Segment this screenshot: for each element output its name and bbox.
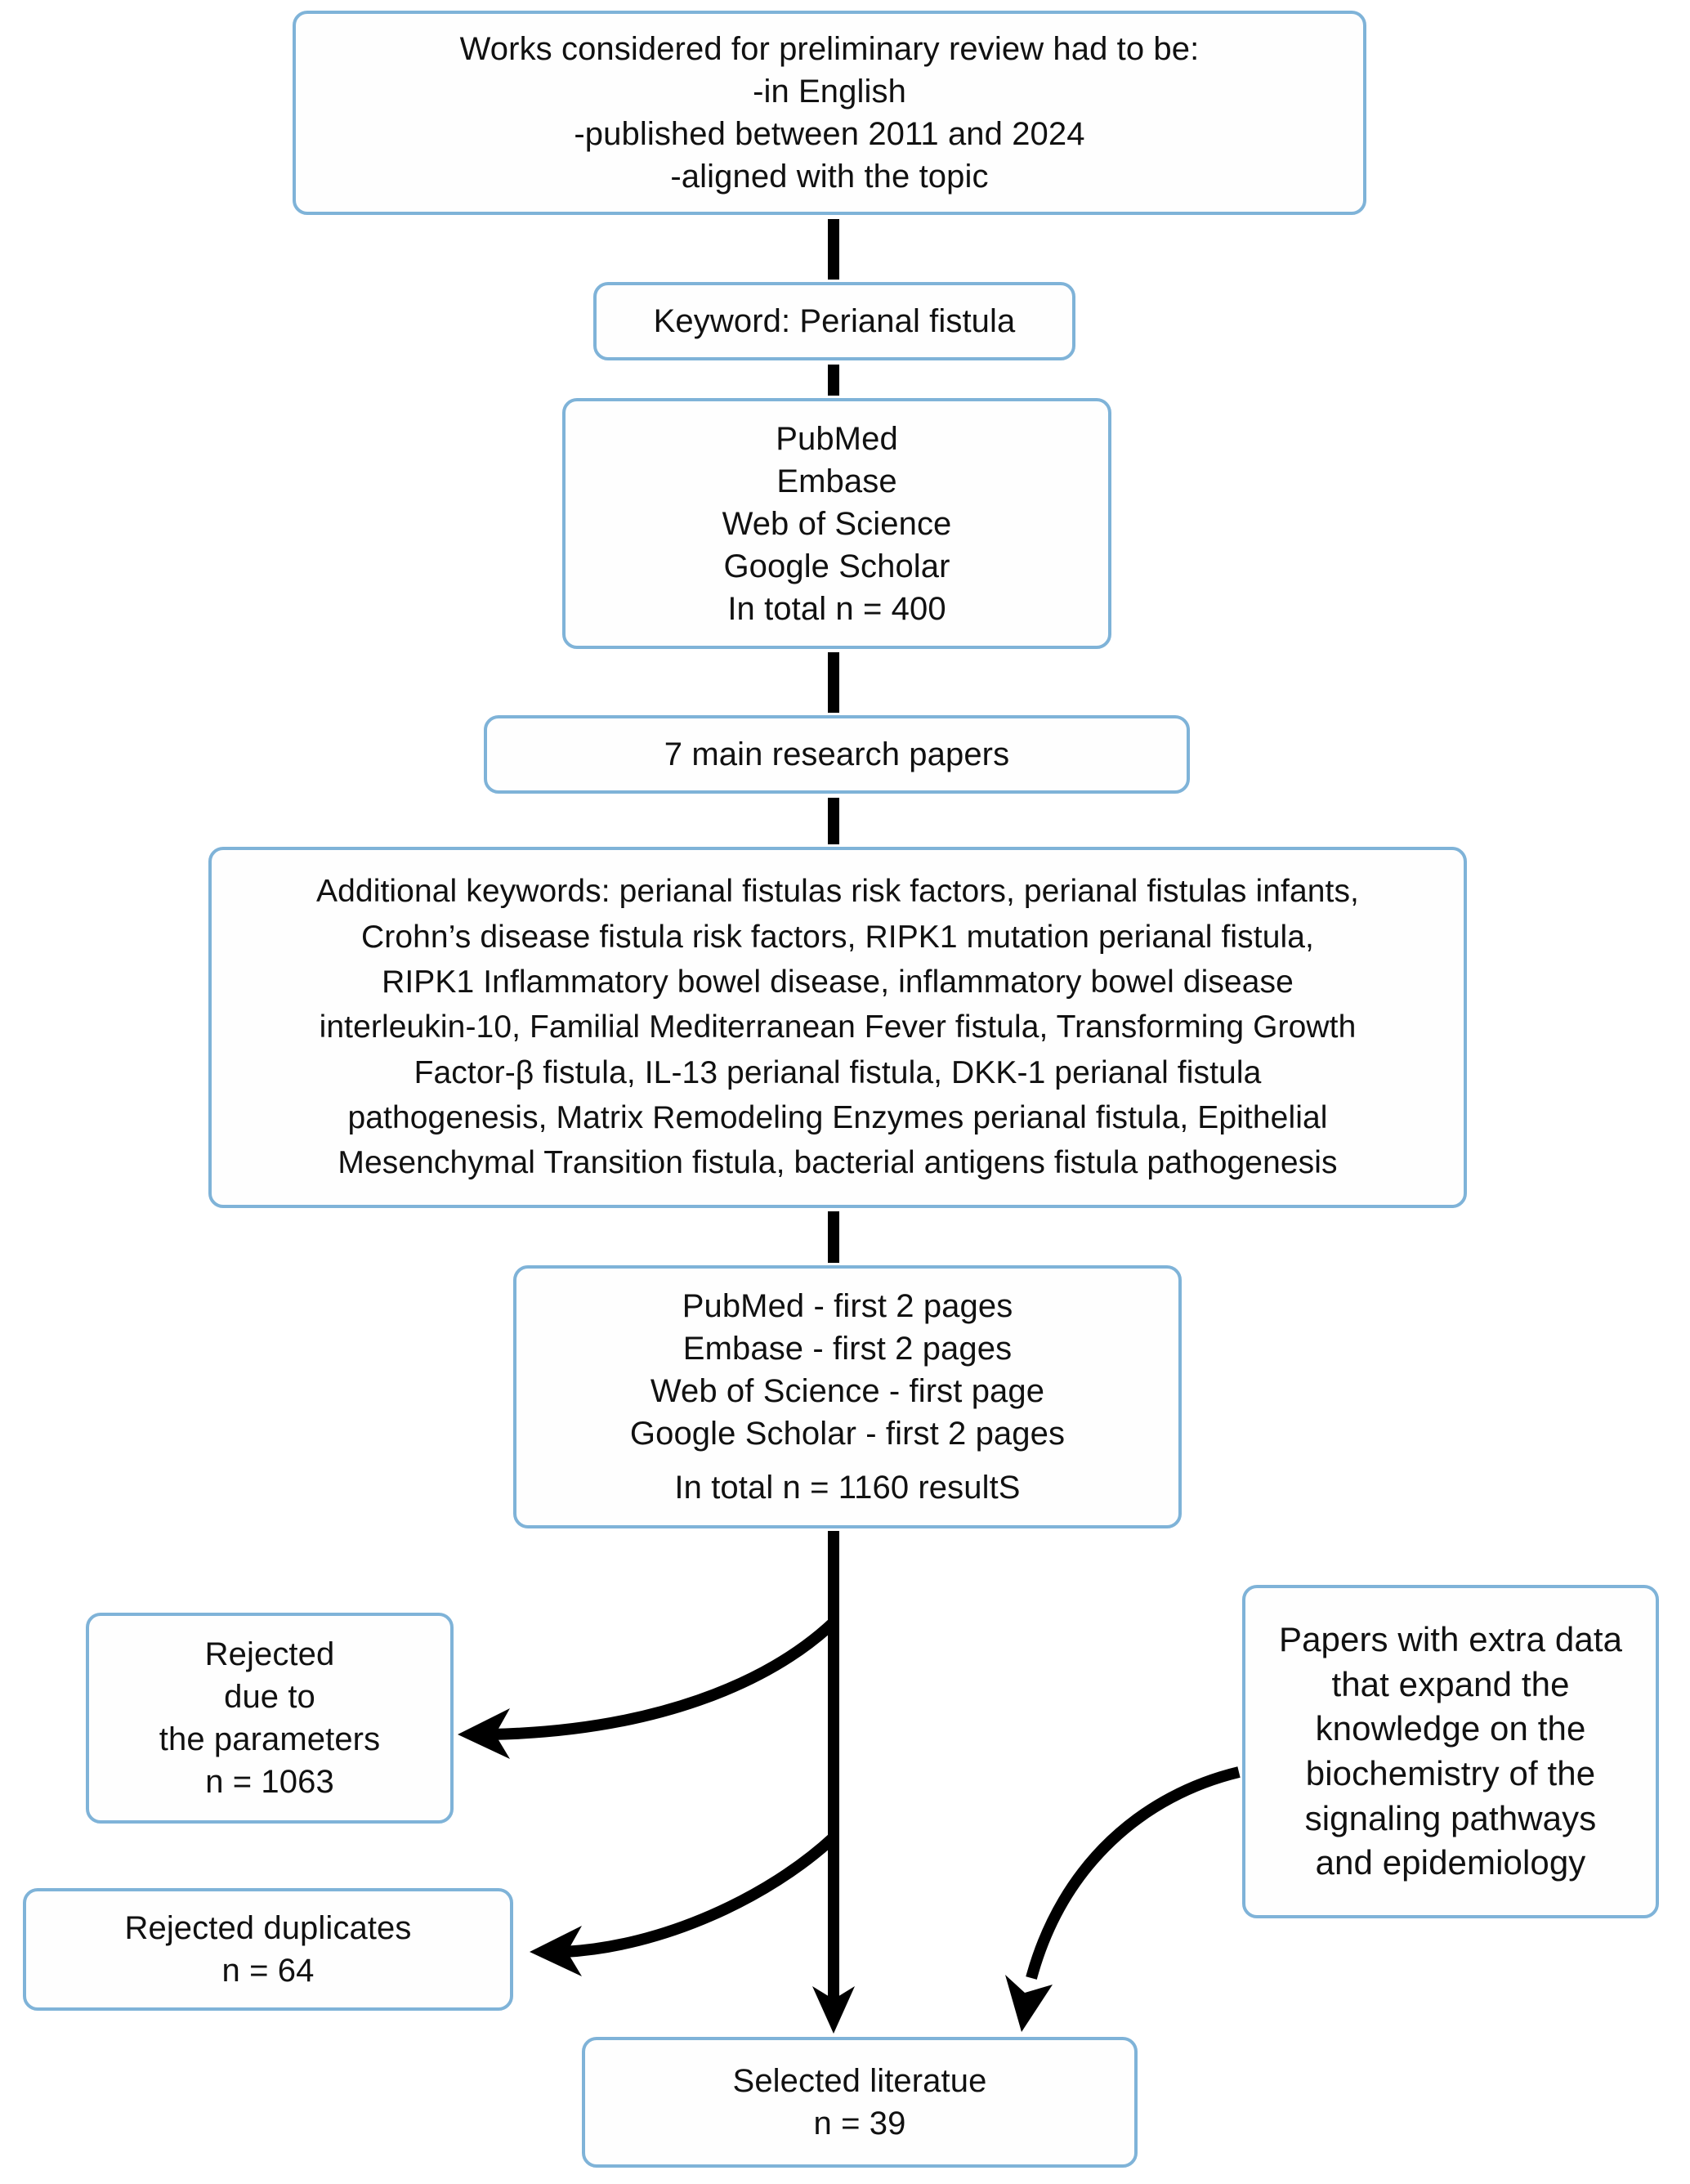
node-line: PubMed - first 2 pages (682, 1288, 1013, 1324)
node-line: Rejected duplicates (124, 1910, 412, 1946)
node-papers-with-extra-data (1242, 1585, 1659, 1918)
node-line: Crohn’s disease fistula risk factors, RIPK1 mutation perianal fistula, (361, 919, 1314, 955)
node-line: knowledge on the (1315, 1709, 1586, 1748)
node-databases-searched (562, 398, 1111, 649)
node-rejected-duplicates (23, 1888, 513, 2011)
node-line: Keyword: Perianal fistula (653, 303, 1016, 339)
node-line: due to (224, 1679, 315, 1715)
node-line: -aligned with the topic (670, 159, 989, 195)
node-selected-literature (582, 2037, 1138, 2168)
node-line: biochemistry of the (1305, 1754, 1596, 1792)
node-line: Google Scholar (723, 548, 950, 584)
node-line: -in English (753, 74, 906, 110)
node-line: pathogenesis, Matrix Remodeling Enzymes perianal fistula, Epithelial (347, 1100, 1328, 1136)
connector-search-results-to-rejected-parameters (458, 1622, 834, 1759)
node-line: Selected literatue (732, 2063, 987, 2099)
node-line: n = 64 (221, 1953, 315, 1989)
node-additional-keywords (208, 847, 1467, 1208)
node-line: Mesenchymal Transition fistula, bacterial antigens fistula pathogenesis (338, 1145, 1338, 1181)
node-line: signaling pathways (1304, 1798, 1597, 1837)
node-line: Google Scholar - first 2 pages (629, 1416, 1066, 1452)
node-inclusion-criteria (293, 11, 1366, 215)
connector-search-results-to-rejected-duplicates (530, 1837, 834, 1976)
node-line: Factor-β fistula, IL-13 perianal fistula, DKK-1 perianal fistula (414, 1054, 1262, 1090)
node-rejected-due-to-parameters (86, 1613, 454, 1824)
node-search-results (513, 1265, 1182, 1528)
node-line: Additional keywords: perianal fistulas risk factors, perianal fistulas infants, (316, 874, 1359, 910)
node-line: In total n = 400 (727, 590, 946, 627)
node-line: In total n = 1160 resultS (674, 1470, 1021, 1506)
node-line: RIPK1 Inflammatory bowel disease, inflammatory bowel disease (382, 964, 1294, 1000)
node-line: n = 39 (813, 2106, 906, 2141)
node-line: the parameters (159, 1721, 381, 1757)
node-line: and epidemiology (1315, 1843, 1586, 1882)
node-line: -published between 2011 and 2024 (574, 116, 1085, 152)
node-line: interleukin-10, Familial Mediterranean Fever fistula, Transforming Growth (319, 1009, 1357, 1045)
node-line: Papers with extra data (1278, 1620, 1623, 1659)
node-line: Embase (776, 463, 897, 499)
node-line: Web of Science (722, 505, 952, 542)
node-keyword (593, 282, 1075, 360)
connector-search-results-to-selected-literature (812, 1531, 855, 2034)
node-main-research-papers (484, 715, 1190, 794)
node-line: that expand the (1331, 1664, 1570, 1703)
node-line: Embase - first 2 pages (682, 1331, 1013, 1367)
node-line: PubMed (776, 420, 898, 457)
node-line: Rejected (204, 1636, 335, 1672)
node-line: 7 main research papers (664, 736, 1010, 772)
node-line: n = 1063 (205, 1764, 334, 1800)
connector-extra-data-to-selected-literature (1005, 1772, 1239, 2032)
node-line: Works considered for preliminary review had to be: (459, 31, 1200, 67)
node-line: Web of Science - first page (650, 1373, 1045, 1409)
